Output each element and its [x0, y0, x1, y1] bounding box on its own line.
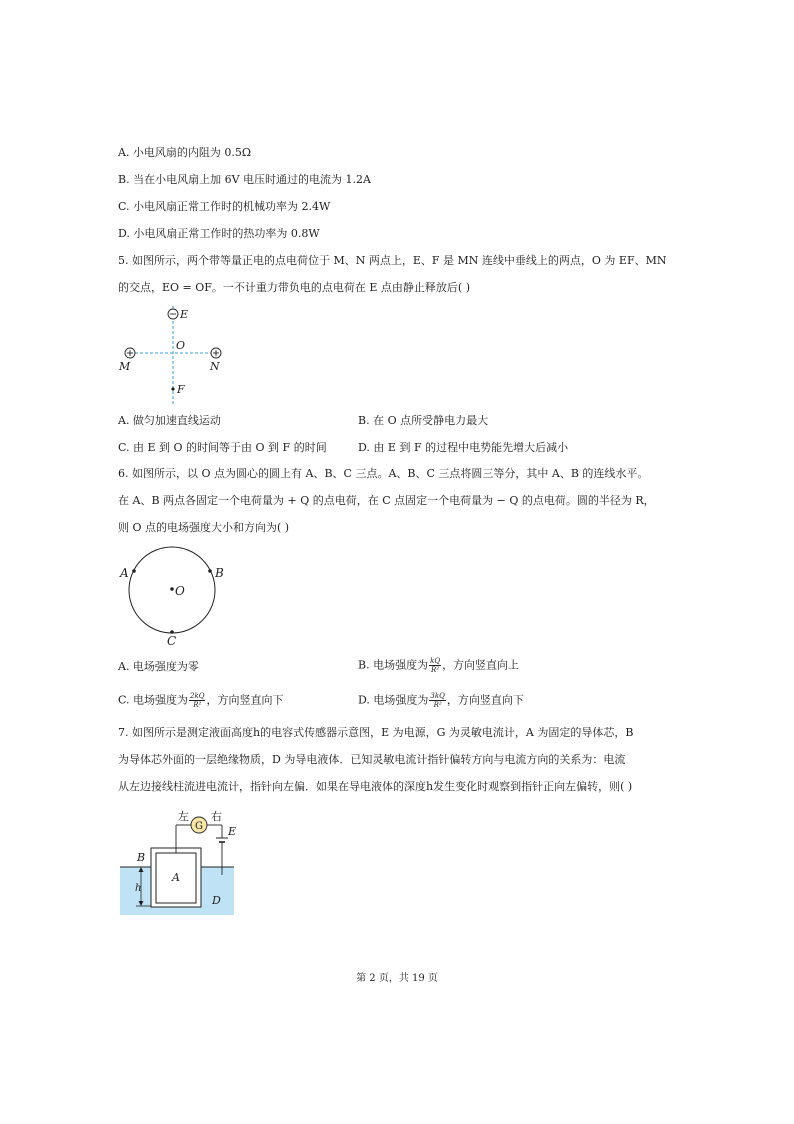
- q7-stem-line-1: 7. 如图所示是测定液面高度h的电容式传感器示意图，E 为电源，G 为灵敏电流计，A 为固定的导体芯，B: [118, 726, 634, 739]
- q6-stem-line-1: 6. 如图所示，以 O 点为圆心的圆上有 A、B、C 三点。A、B、C 三点将圆三等分，其中 A、B 的连线水平。: [118, 467, 649, 480]
- q4-option-b: B. 当在小电风扇上加 6V 电压时通过的电流为 1.2A: [118, 173, 371, 186]
- q7-label-left: 左: [178, 810, 189, 823]
- q4-option-c: C. 小电风扇正常工作时的机械功率为 2.4W: [118, 200, 331, 213]
- q6-point-b: [208, 569, 212, 573]
- q7-label-d: D: [212, 894, 221, 907]
- q6-option-d: D. 电场强度为 $\frac{3kQ}{\text{R²}}$ ，方向竖直向下: [358, 692, 524, 709]
- page-footer: 第 2 页，共 19 页: [356, 973, 438, 984]
- q5-stem-line-1: 5. 如图所示，两个带等量正电的点电荷位于 M、N 两点上，E、F 是 MN 连线中垂线上的两点，O 为 EF、MN: [118, 254, 667, 267]
- q5-label-f: F: [177, 383, 185, 396]
- q5-label-o: O: [176, 339, 186, 352]
- q7-label-h: h: [135, 883, 142, 894]
- q5-option-c: C. 由 E 到 O 的时间等于由 O 到 F 的时间: [118, 441, 327, 454]
- q6-label-o: O: [175, 584, 185, 598]
- q5-option-d: D. 由 E 到 F 的过程中电势能先增大后减小: [358, 441, 569, 454]
- q7-stem-line-3: 从左边接线柱流进电流计，指针向左偏．如果在导电液体的深度h发生变化时观察到指针正向左偏转，则( ): [118, 780, 633, 793]
- q6-label-b: B: [215, 566, 224, 580]
- q6-option-c: C. 电场强度为 $\frac{2kQ}{\text{R²}}$ ，方向竖直向下: [118, 692, 284, 709]
- q6-label-c: C: [167, 634, 177, 648]
- q7-label-right: 右: [211, 810, 222, 823]
- q6-label-a: A: [120, 566, 129, 580]
- q6-point-a: [132, 569, 136, 573]
- q6-option-a: A. 电场强度为零: [118, 660, 199, 673]
- q7-stem-line-2: 为导体芯外面的一层绝缘物质，D 为导电液体．已知灵敏电流计指针偏转方向与电流方向的关系为：电流: [118, 753, 626, 766]
- q7-label-g: G: [195, 821, 203, 832]
- q5-point-f: [171, 387, 174, 390]
- q7-label-e: E: [228, 825, 237, 838]
- q5-figure: [110, 300, 240, 408]
- q5-stem-line-2: 的交点，EO = OF。一不计重力带负电的点电荷在 E 点由静止释放后( ): [118, 281, 471, 294]
- q6-figure: [112, 540, 237, 650]
- q5-label-e: E: [180, 308, 189, 321]
- q5-label-m: M: [119, 360, 131, 373]
- q6-stem-line-3: 则 O 点的电场强度大小和方向为( ): [118, 521, 290, 534]
- q6-option-b: B. 电场强度为 $\frac{kQ}{\text{R²}}$ ，方向竖直向上: [358, 657, 520, 674]
- q4-option-d: D. 小电风扇正常工作时的热功率为 0.8W: [118, 227, 320, 240]
- q7-figure: [118, 805, 248, 920]
- q6-stem-line-2: 在 A、B 两点各固定一个电荷量为 + Q 的点电荷，在 C 点固定一个电荷量为 − Q 的点电荷。圆的半径为 R，: [118, 494, 655, 507]
- q7-label-a: A: [172, 871, 180, 884]
- q5-option-a: A. 做匀加速直线运动: [118, 414, 221, 427]
- q7-label-b: B: [137, 851, 146, 864]
- q5-label-n: N: [210, 360, 220, 373]
- q6-point-o: [170, 587, 174, 591]
- q5-option-b: B. 在 O 点所受静电力最大: [358, 414, 489, 427]
- q4-option-a: A. 小电风扇的内阻为 0.5Ω: [118, 146, 252, 159]
